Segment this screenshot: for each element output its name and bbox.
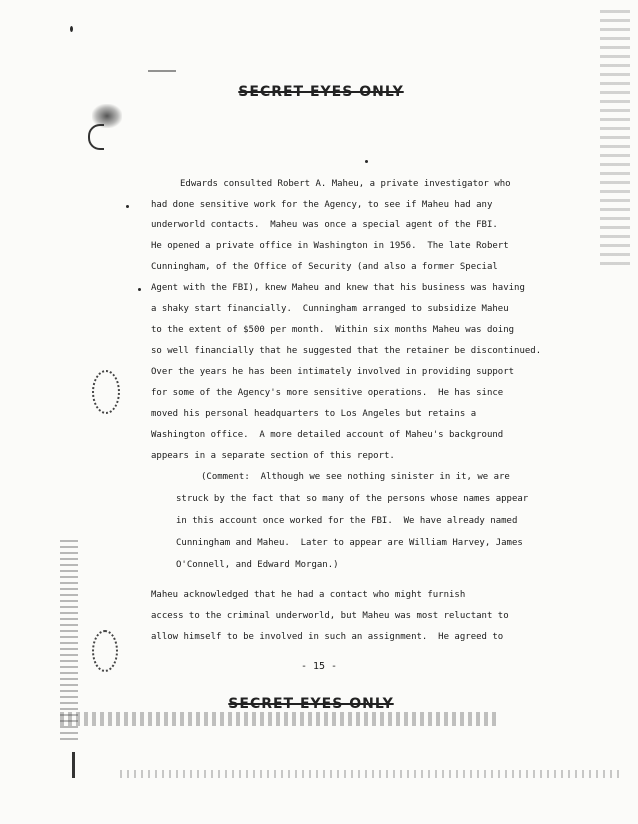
text-line: Washington office. A more detailed account of Maheu's background xyxy=(151,430,504,440)
text-line: allow himself to be involved in such an assignment. He agreed to xyxy=(151,632,504,642)
text-line: for some of the Agency's more sensitive operations. He has since xyxy=(151,388,504,398)
text-line: to the extent of $500 per month. Within six months Maheu was doing xyxy=(151,325,515,335)
text-line: had done sensitive work for the Agency, to see if Maheu had any xyxy=(151,200,493,210)
text-line: O'Connell, and Edward Morgan.) xyxy=(176,560,339,570)
punch-hole-mark xyxy=(92,370,120,414)
speck xyxy=(148,70,176,72)
text-line: moved his personal headquarters to Los Angeles but retains a xyxy=(151,409,477,419)
text-line: He opened a private office in Washington in 1956. The late Robert xyxy=(151,241,509,251)
text-line: Cunningham and Maheu. Later to appear are William Harvey, James xyxy=(176,538,523,548)
text-line: Cunningham, of the Office of Security (and also a former Special xyxy=(151,262,498,272)
text-line: a shaky start financially. Cunningham arranged to subsidize Maheu xyxy=(151,304,509,314)
text-line: so well financially that he suggested that the retainer be discontinued. xyxy=(151,346,542,356)
scan-edge-bottom xyxy=(120,770,620,778)
classification-stamp-top: SECRET EYES ONLY xyxy=(238,84,404,100)
text-line: Edwards consulted Robert A. Maheu, a private investigator who xyxy=(180,179,511,189)
speck xyxy=(70,26,73,32)
page-number: - 15 - xyxy=(300,661,338,672)
text-line: Agent with the FBI), knew Maheu and knew that his business was having xyxy=(151,283,525,293)
speck xyxy=(126,205,129,208)
scan-edge-corner xyxy=(72,752,75,778)
speck xyxy=(365,160,368,163)
scan-edge-right xyxy=(600,10,630,270)
speck xyxy=(138,288,141,291)
text-line: Maheu acknowledged that he had a contact who might furnish xyxy=(151,590,466,600)
text-line: struck by the fact that so many of the persons whose names appear xyxy=(176,494,529,504)
text-line: in this account once worked for the FBI. We have already named xyxy=(176,516,518,526)
scan-edge-bottom xyxy=(60,712,500,726)
text-line: underworld contacts. Maheu was once a special agent of the FBI. xyxy=(151,220,498,230)
text-line: Over the years he has been intimately involved in providing support xyxy=(151,367,515,377)
classification-stamp-bottom: SECRET EYES ONLY xyxy=(228,696,394,712)
text-line: appears in a separate section of this report. xyxy=(151,451,395,461)
text-line: access to the criminal underworld, but Maheu was most reluctant to xyxy=(151,611,509,621)
text-line: (Comment: Although we see nothing sinister in it, we are xyxy=(201,472,510,482)
punch-hole-mark xyxy=(88,124,104,150)
